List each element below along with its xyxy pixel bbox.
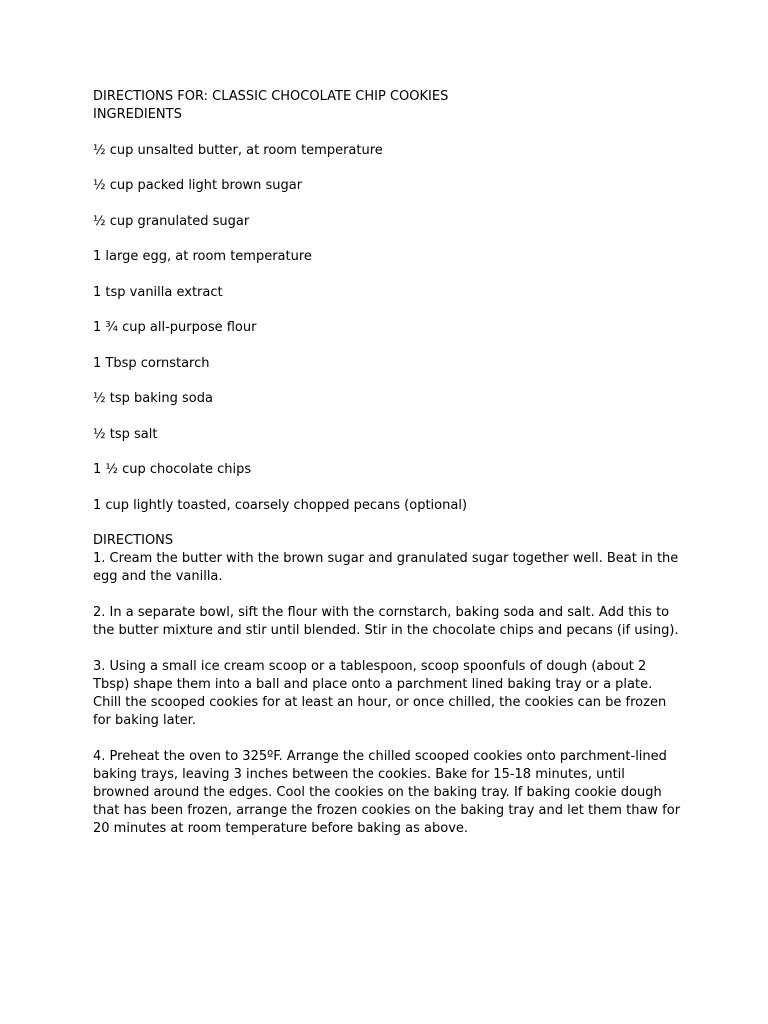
ingredient-item: 1 Tbsp cornstarch [93,355,210,371]
ingredient-item: 1 ¾ cup all-purpose flour [93,320,257,335]
ingredient-item: ½ cup unsalted butter, at room temperature [93,142,383,158]
directions-heading: DIRECTIONS [93,533,174,548]
ingredient-item: ½ cup packed light brown sugar [93,178,303,193]
ingredient-item: 1 large egg, at room temperature [93,249,312,264]
ingredient-item: ½ cup granulated sugar [93,213,250,229]
ingredient-item: 1 cup lightly toasted, coarsely chopped pecans (optional) [93,497,468,513]
document-title: DIRECTIONS FOR: CLASSIC CHOCOLATE CHIP COOKIES [93,89,449,104]
ingredient-item: ½ tsp salt [93,426,158,442]
direction-step: 1. Cream the butter with the brown sugar and granulated sugar together well. Beat in the egg and the vanilla. [93,551,679,584]
recipe-document [93,88,683,838]
ingredient-item: 1 ½ cup chocolate chips [93,462,252,477]
ingredient-item: 1 tsp vanilla extract [93,284,223,300]
ingredients-heading: INGREDIENTS [93,107,182,122]
direction-step: 3. Using a small ice cream scoop or a tablespoon, scoop spoonfuls of dough (about 2 Tbsp) shape them into a ball and place onto a parchment lined baking tray or a plate. Chill the scooped cookies for at least an hour, or once chilled, the cookies can be frozen for baking later. [93,659,667,728]
direction-step: 4. Preheat the oven to 325ºF. Arrange the chilled scooped cookies onto parchment-lined baking trays, leaving 3 inches between the cookies. Bake for 15-18 minutes, until browned around the edges. Cool the cookies on the baking tray. If baking cookie dough that has been frozen, arrange the frozen cookies on the baking tray and let them thaw for 20 minutes at room temperature before baking as above. [93,749,681,836]
direction-step: 2. In a separate bowl, sift the flour with the cornstarch, baking soda and salt. Add this to the butter mixture and stir until blended. Stir in the chocolate chips and pecans (if using). [93,605,679,638]
ingredient-item: ½ tsp baking soda [93,391,213,406]
